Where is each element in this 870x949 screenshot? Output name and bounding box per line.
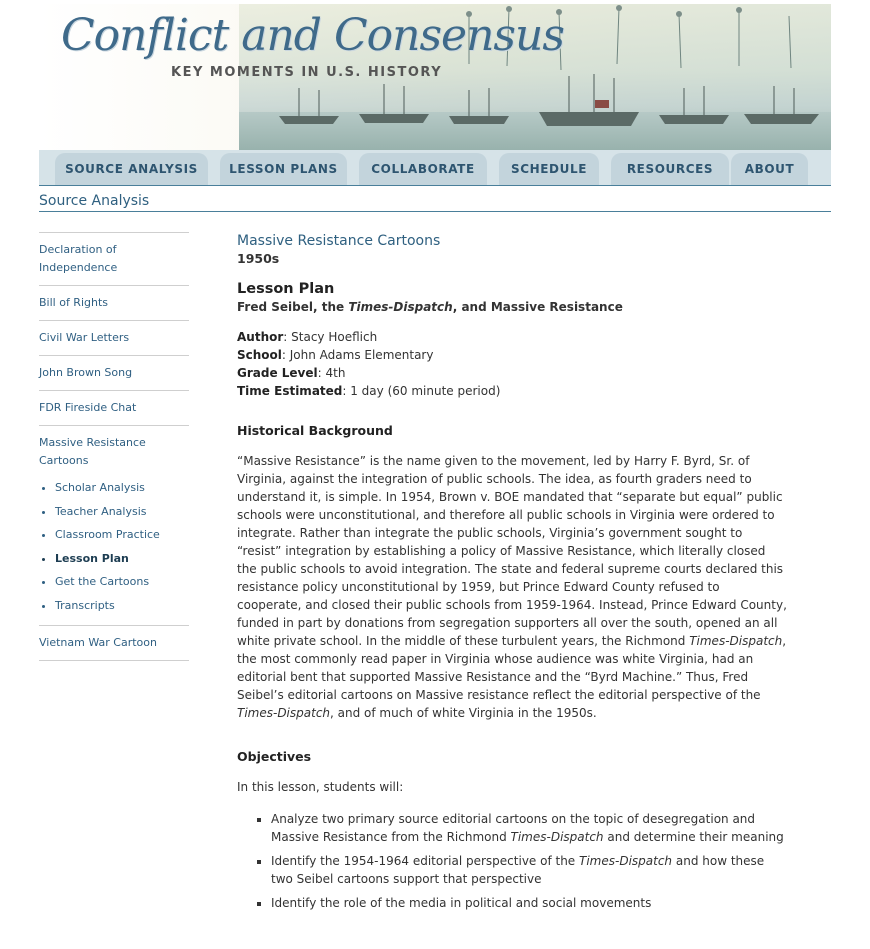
- historical-background-text: [237, 452, 787, 722]
- sidebar-subnav: [39, 476, 189, 617]
- sidebar-item-vietnam-war-cartoon[interactable]: Vietnam War Cartoon: [39, 625, 189, 661]
- sidebar-subitem-lesson-plan[interactable]: • Lesson Plan: [55, 547, 189, 571]
- meta-author-value: : Stacy Hoeflich: [283, 330, 378, 344]
- meta-time-value: : 1 day (60 minute period): [342, 384, 501, 398]
- sidebar-item-massive-resistance: [39, 425, 189, 625]
- site-logo-subtitle: KEY MOMENTS IN U.S. HISTORY: [171, 65, 443, 80]
- tab-collaborate[interactable]: COLLABORATE: [359, 153, 487, 185]
- objective-2-text-b: and how these two Seibel cartoons support that perspective: [271, 854, 765, 886]
- objective-item: ▪ Identify the role of the media in political and social movements: [271, 894, 787, 912]
- lesson-meta: [237, 328, 787, 400]
- objective-1-italic: Times-Dispatch: [510, 830, 604, 844]
- main-nav: [39, 150, 831, 185]
- sidebar-subitem-teacher-analysis[interactable]: • Teacher Analysis: [55, 500, 189, 524]
- section-divider: [39, 211, 831, 212]
- sidebar-item-bill-of-rights[interactable]: Bill of Rights: [39, 285, 189, 320]
- page-title: Massive Resistance Cartoons: [237, 233, 441, 249]
- meta-school-value: : John Adams Elementary: [281, 348, 434, 362]
- site-banner: [39, 4, 831, 150]
- meta-time-label: Time Estimated: [237, 384, 343, 398]
- background-text-3: , and of much of white Virginia in the 1950s.: [330, 706, 597, 720]
- tab-lesson-plans[interactable]: LESSON PLANS: [220, 153, 347, 185]
- site-logo-title[interactable]: Conflict and Consensus: [61, 10, 564, 61]
- sidebar-item-declaration[interactable]: Declaration of Independence: [39, 232, 189, 285]
- sidebar-item-massive-resistance-label[interactable]: Massive Resistance Cartoons: [39, 436, 146, 467]
- objective-2-text-a: Identify the 1954-1964 editorial perspective of the: [271, 854, 580, 868]
- sidebar-item-civil-war-letters[interactable]: Civil War Letters: [39, 320, 189, 355]
- objective-item: [271, 810, 787, 846]
- objective-1-text-a: Analyze two primary source editorial cartoons on the topic of desegregation and Massive Resistance from the Richmond: [271, 812, 756, 844]
- meta-author-label: Author: [237, 330, 284, 344]
- tab-resources[interactable]: RESOURCES: [611, 153, 729, 185]
- lesson-plan-heading: Lesson Plan: [237, 281, 335, 297]
- subtitle-italic: Times-Dispatch: [348, 300, 453, 314]
- main-content: [237, 232, 787, 918]
- meta-grade: [237, 364, 787, 382]
- background-italic-2: Times-Dispatch: [237, 706, 331, 720]
- meta-grade-value: : 4th: [317, 366, 346, 380]
- tab-source-analysis[interactable]: SOURCE ANALYSIS: [55, 153, 208, 185]
- historical-background-heading: Historical Background: [237, 423, 393, 438]
- tab-schedule[interactable]: SCHEDULE: [499, 153, 599, 185]
- objective-1-text-b: and determine their meaning: [603, 830, 784, 844]
- sidebar-item-john-brown-song[interactable]: John Brown Song: [39, 355, 189, 390]
- meta-time: [237, 382, 787, 400]
- background-text-1: “Massive Resistance” is the name given to the movement, led by Harry F. Byrd, Sr. of Virginia, against the integration of public schools. The idea, as fourth graders need to understand it, is simple. In 1954, Brown v. BOE mandated that “separate but equal” public schools were unconstitutional, and therefore all public schools in Virginia were ordered to integrate. Rather than integrate the public schools, Virginia’s government sought to “resist” integration by establishing a policy of Massive Resistance, which literally closed the public schools to avoid integration. The state and federal supreme courts declared this resistance policy unconstitutional by 1959, but Prince Edward County refused to cooperate, and closed their public schools from 1959-1964. Instead, Prince Edward County, funded in part by donations from segregation supporters all over the south, opened an all white private school. In the middle of these turbulent years, the Richmond: [237, 454, 787, 648]
- objectives-list: [237, 810, 787, 912]
- objective-2-italic: Times-Dispatch: [579, 854, 673, 868]
- nav-divider: [39, 185, 831, 186]
- objectives-heading: Objectives: [237, 749, 312, 764]
- objective-item: [271, 852, 787, 888]
- background-text-2: , the most commonly read paper in Virginia whose audience was white Virginia, had an editorial bent that supported Massive Resistance and the “Byrd Machine.” Thus, Fred Seibel’s editorial cartoons on Massive resistance reflect the editorial perspective of the: [237, 634, 787, 702]
- section-title: Source Analysis: [39, 193, 150, 209]
- sidebar-item-fdr-fireside-chat[interactable]: FDR Fireside Chat: [39, 390, 189, 425]
- lesson-plan-subtitle: [237, 298, 787, 316]
- meta-grade-label: Grade Level: [237, 366, 318, 380]
- subtitle-text-1: Fred Seibel, the: [237, 300, 349, 314]
- background-italic-1: Times-Dispatch: [689, 634, 783, 648]
- sidebar-subitem-classroom-practice[interactable]: • Classroom Practice: [55, 523, 189, 547]
- meta-school: [237, 346, 787, 364]
- sidebar-subitem-get-cartoons[interactable]: • Get the Cartoons: [55, 570, 189, 594]
- meta-author: [237, 328, 787, 346]
- subtitle-text-2: , and Massive Resistance: [452, 300, 623, 314]
- era-label: 1950s: [237, 251, 280, 266]
- meta-school-label: School: [237, 348, 282, 362]
- objectives-intro: In this lesson, students will:: [237, 780, 404, 794]
- tab-about[interactable]: ABOUT: [731, 153, 808, 185]
- sidebar-subitem-transcripts[interactable]: • Transcripts: [55, 594, 189, 618]
- sidebar-nav: [39, 232, 189, 661]
- sidebar-subitem-scholar-analysis[interactable]: • Scholar Analysis: [55, 476, 189, 500]
